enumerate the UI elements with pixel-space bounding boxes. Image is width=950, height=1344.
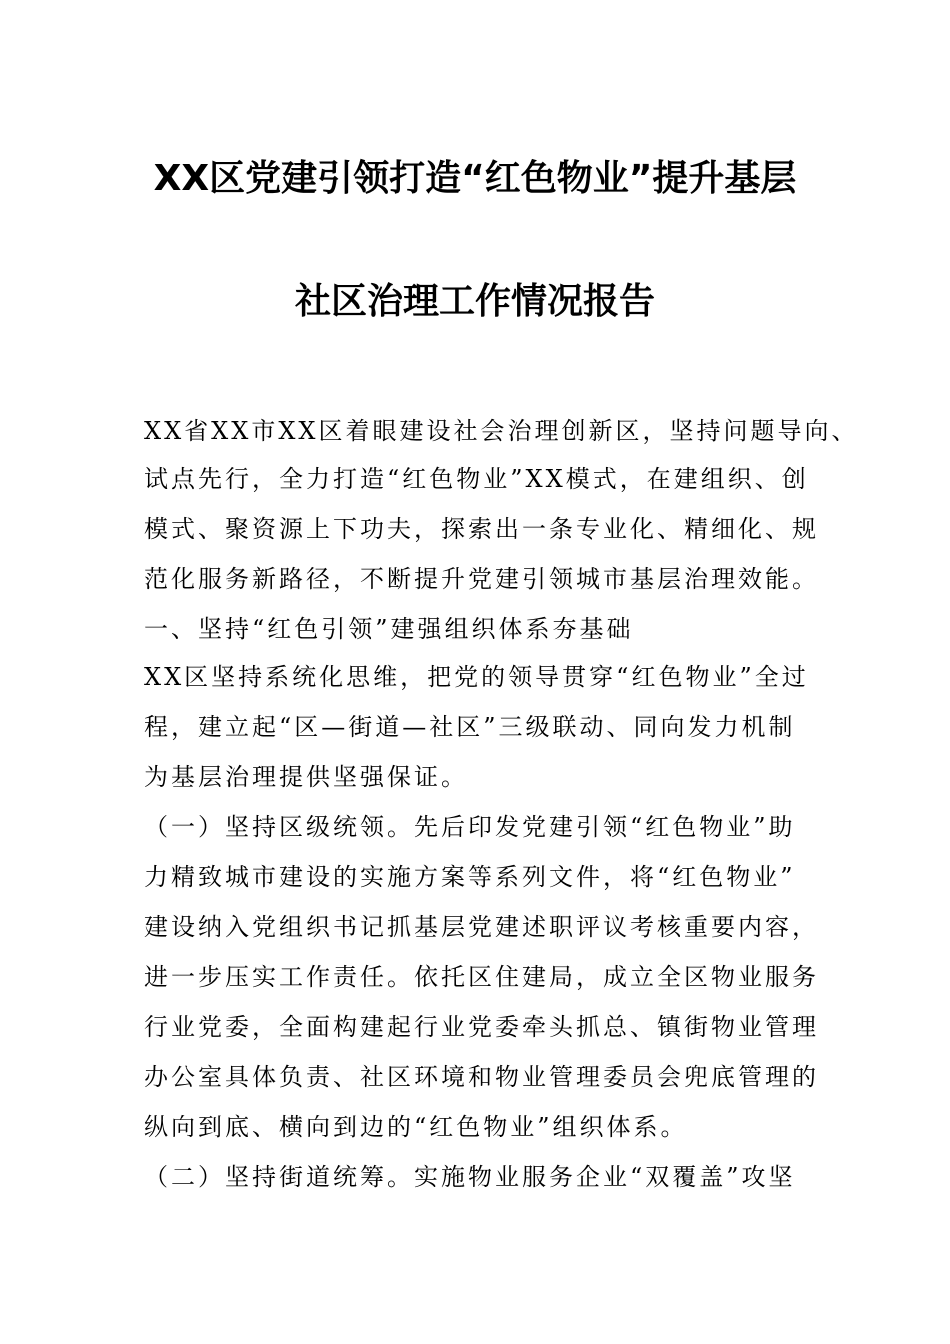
paragraph-line: 范化服务新路径，不断提升党建引领城市基层治理效能。 [144,565,819,593]
paragraph-line: 行业党委，全面构建起行业党委牵头抓总、镇街物业管理 [144,1013,819,1041]
document-title-line-1: XX区党建引领打造“红色物业”提升基层 [153,158,797,199]
paragraph-line: （二）坚持街道统筹。实施物业服务企业“双覆盖”攻坚 [144,1163,796,1191]
paragraph-line: 试点先行，全力打造“红色物业”XX模式，在建组织、创 [144,465,809,493]
paragraph-line: 纵向到底、横向到边的“红色物业”组织体系。 [144,1113,688,1141]
paragraph-line: XX区坚持系统化思维，把党的领导贯穿“红色物业”全过 [144,663,809,691]
paragraph-line: 办公室具体负责、社区环境和物业管理委员会兜底管理的 [144,1063,819,1091]
section-heading: 一、坚持“红色引领”建强组织体系夯基础 [144,615,634,643]
paragraph-line: XX省XX市XX区着眼建设社会治理创新区，坚持问题导向、 [144,417,859,445]
paragraph-line: 程，建立起“区—街道—社区”三级联动、同向发力机制 [144,713,796,741]
paragraph-line: 为基层治理提供坚强保证。 [144,763,468,791]
paragraph-line: 力精致城市建设的实施方案等系列文件，将“红色物业” [144,863,796,891]
paragraph-line: 模式、聚资源上下功夫，探索出一条专业化、精细化、规 [144,515,819,543]
document-title-line-2: 社区治理工作情况报告 [294,281,655,322]
paragraph-line: 建设纳入党组织书记抓基层党建述职评议考核重要内容， [144,913,819,941]
paragraph-line: （一）坚持区级统领。先后印发党建引领“红色物业”助 [144,813,796,841]
paragraph-line: 进一步压实工作责任。依托区住建局，成立全区物业服务 [144,963,819,991]
